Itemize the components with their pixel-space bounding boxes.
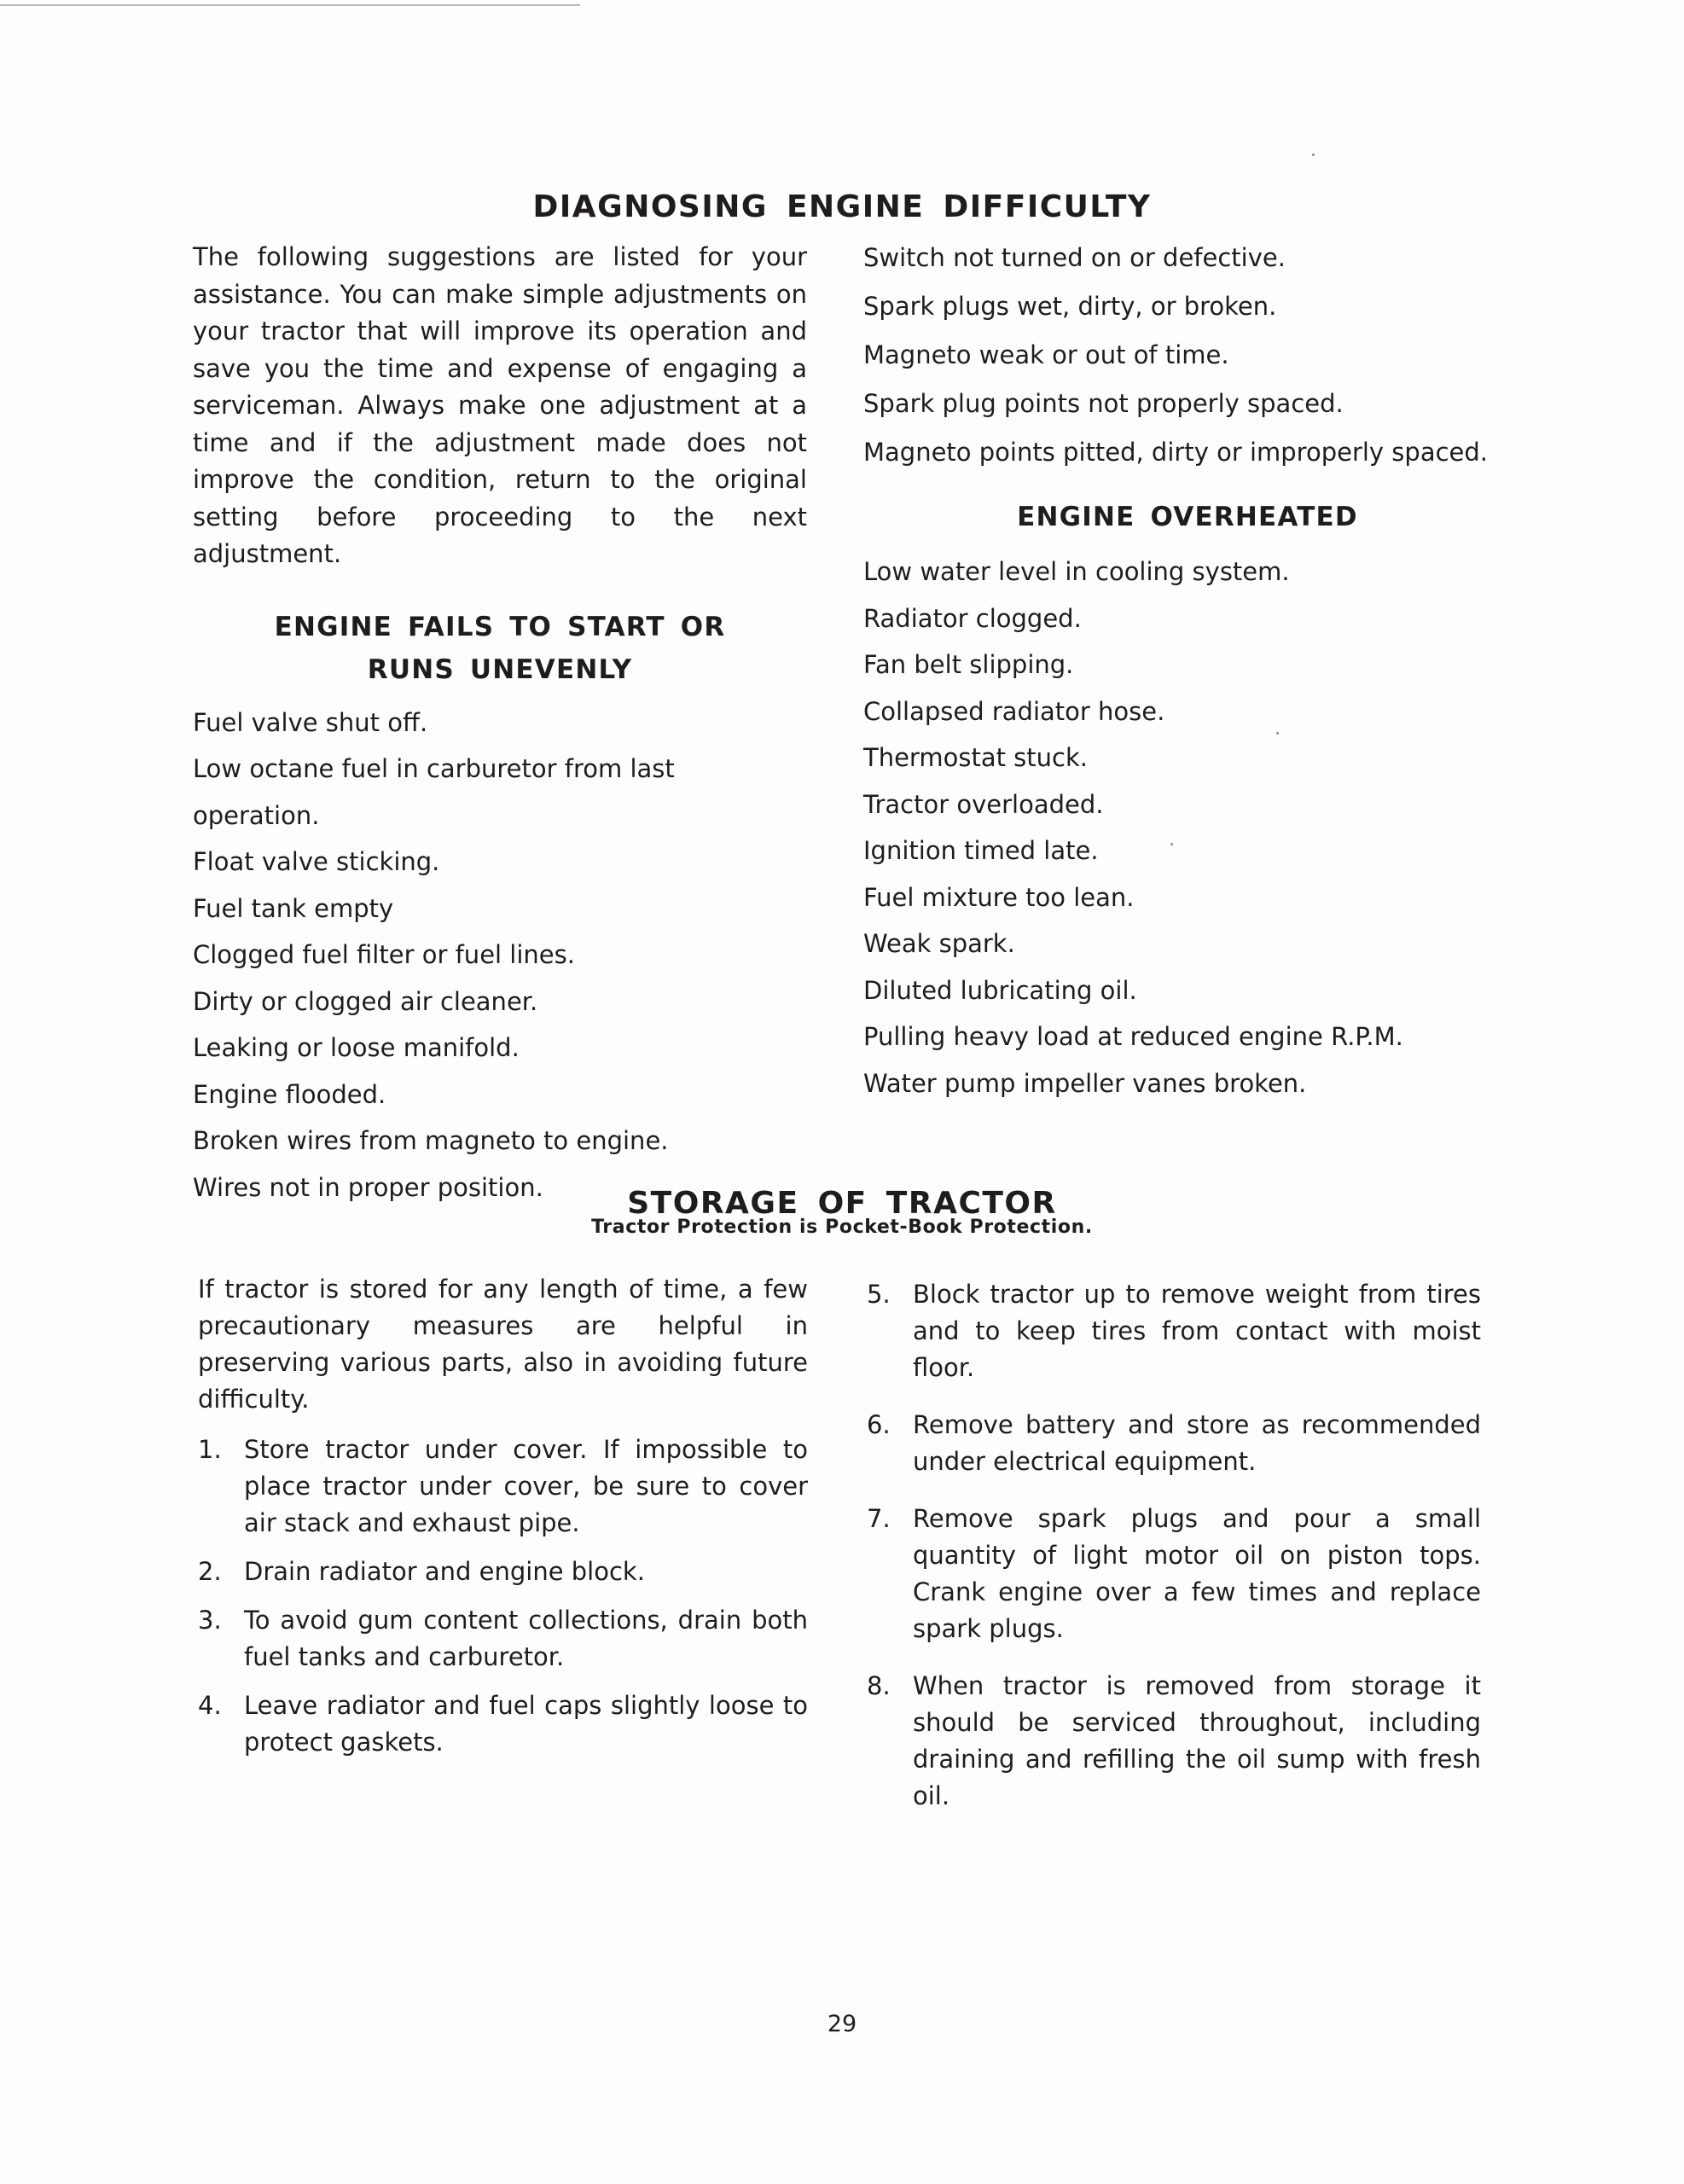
list-item: Fuel mixture too lean. [863,882,1135,912]
intro-paragraph: The following suggestions are listed for your assistance. You can make simple adjustments on your tractor that will improve its operation and save you the time and expense of engaging a serviceman. Always make one adjustment at a time and if the adjustment made does not improve the condition, return to the original setting before proceeding to the next adjustment. [193,242,807,568]
list-item: Thermostat stuck. [863,743,1088,772]
step-text: Remove battery and store as recommended under electrical equipment. [913,1410,1481,1476]
step-number: 3. [198,1606,222,1635]
step-number: 7. [867,1504,891,1533]
list-item: Spark plugs wet, dirty, or broken. [863,292,1277,321]
list-item: Clogged fuel filter or fuel lines. [193,940,575,969]
list-item: Spark plug points not properly spaced. [863,389,1344,418]
step-number: 6. [867,1410,891,1439]
storage-right-column [867,1276,1481,1827]
left-column [193,239,807,1211]
step-text: Leave radiator and fuel caps slightly loose to protect gaskets. [244,1691,808,1757]
fails-continued-list [863,234,1512,477]
step-number: 4. [198,1691,222,1720]
right-column [863,234,1512,1107]
list-item: Magneto points pitted, dirty or improperly spaced. [863,438,1489,467]
list-item: Radiator clogged. [863,603,1082,633]
fails-heading-line2: RUNS UNEVENLY [367,653,633,685]
fails-list [193,700,807,1211]
list-item: Tractor overloaded. [863,789,1104,819]
step-number: 8. [867,1671,891,1700]
list-item: Water pump impeller vanes broken. [863,1068,1307,1098]
list-item: Fuel valve shut off. [193,707,428,737]
storage-steps-left [198,1432,808,1761]
list-item: Low octane fuel in carburetor from last operation. [193,754,675,830]
storage-step [867,1407,1481,1480]
scan-edge-rule [0,4,580,6]
list-item: Fan belt slipping. [863,650,1074,679]
list-item: Diluted lubricating oil. [863,975,1137,1005]
list-item: Switch not turned on or defective. [863,243,1286,272]
overheated-list [863,549,1512,1107]
list-item: Collapsed radiator hose. [863,696,1165,726]
step-number: 1. [198,1435,222,1464]
step-text: Store tractor under cover. If impossible to place tractor under cover, be sure to cover air stack and exhaust pipe. [244,1435,808,1537]
storage-intro: If tractor is stored for any length of time, a few precautionary measures are helpful in preserving various parts, also in avoiding future difficulty. [198,1275,808,1414]
list-item: Dirty or clogged air cleaner. [193,986,538,1016]
list-item: Fuel tank empty [193,893,394,923]
list-item: Leaking or loose manifold. [193,1033,520,1062]
storage-title: STORAGE OF TRACTOR [627,1186,1057,1222]
storage-step [198,1554,808,1590]
storage-step [867,1276,1481,1386]
step-number: 2. [198,1557,222,1586]
step-text: When tractor is removed from storage it should be serviced throughout, including draining and refilling the oil sump with fresh oil. [913,1671,1481,1810]
storage-left-column [198,1271,808,1773]
storage-subtitle: Tractor Protection is Pocket-Book Protection. [591,1217,1093,1238]
step-text: To avoid gum content collections, drain both fuel tanks and carburetor. [244,1606,808,1671]
list-item: Pulling heavy load at reduced engine R.P.M. [863,1022,1403,1051]
step-text: Remove spark plugs and pour a small quantity of light motor oil on piston tops. Crank engine over a few times and replace spark plugs. [913,1504,1481,1643]
storage-step [867,1501,1481,1647]
storage-step [198,1602,808,1676]
scan-speck [1312,154,1315,156]
list-item: Magneto weak or out of time. [863,340,1229,369]
step-text: Drain radiator and engine block. [244,1557,645,1586]
fails-heading-line1: ENGINE FAILS TO START OR [274,611,726,642]
list-item: Weak spark. [863,929,1015,958]
step-number: 5. [867,1280,891,1309]
list-item: Broken wires from magneto to engine. [193,1126,669,1155]
storage-steps-right [867,1276,1481,1815]
page-number: 29 [827,2011,857,2037]
list-item: Ignition timed late. [863,836,1099,865]
storage-step [198,1432,808,1542]
list-item: Wires not in proper position. [193,1172,543,1202]
overheated-heading: ENGINE OVERHEATED [1017,502,1358,532]
page-title: DIAGNOSING ENGINE DIFFICULTY [532,189,1152,225]
list-item: Engine flooded. [193,1079,386,1109]
storage-step [198,1687,808,1761]
step-text: Block tractor up to remove weight from tires and to keep tires from contact with moist floor. [913,1280,1481,1382]
storage-step [867,1668,1481,1815]
list-item: Float valve sticking. [193,847,440,876]
list-item: Low water level in cooling system. [863,557,1290,586]
